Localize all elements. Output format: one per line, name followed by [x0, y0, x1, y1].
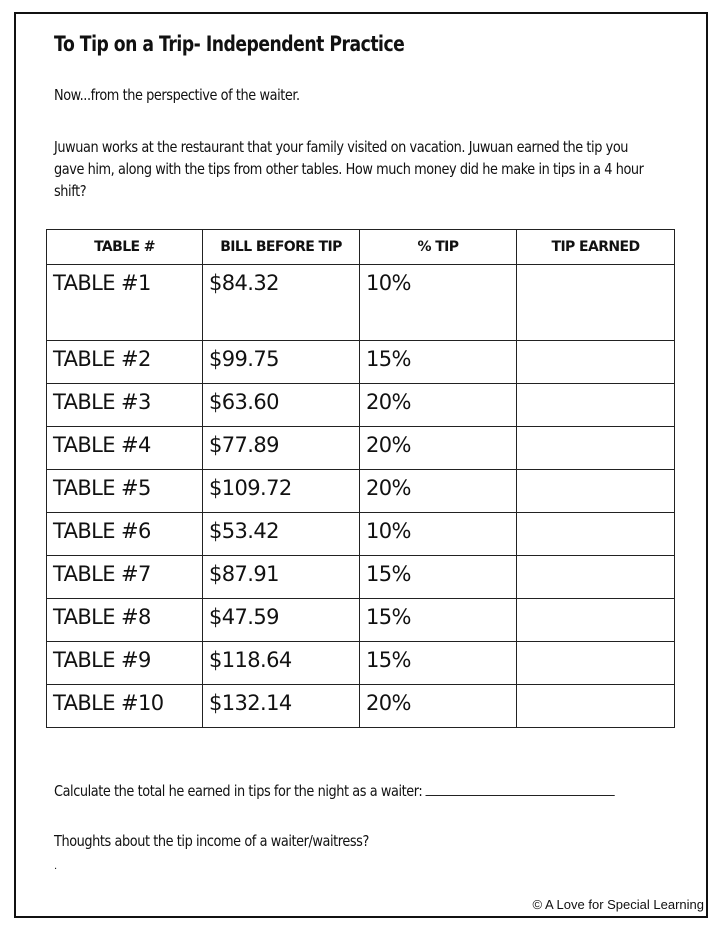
- table-row: [47, 384, 675, 427]
- cell-tip-percent: 20%: [360, 384, 517, 427]
- header-table: TABLE #: [47, 230, 203, 265]
- cell-table-name: TABLE #5: [47, 470, 203, 513]
- table-row: [47, 427, 675, 470]
- cell-table-name: TABLE #6: [47, 513, 203, 556]
- table-row: [47, 599, 675, 642]
- cell-tip-earned[interactable]: [517, 427, 675, 470]
- cell-tip-percent: 20%: [360, 427, 517, 470]
- table-header-row: [47, 230, 675, 265]
- cell-table-name: TABLE #1: [47, 265, 203, 341]
- cell-bill: $109.72: [203, 470, 360, 513]
- cell-table-name: TABLE #10: [47, 685, 203, 728]
- cell-bill: $47.59: [203, 599, 360, 642]
- cell-table-name: TABLE #7: [47, 556, 203, 599]
- total-question-text: Calculate the total he earned in tips for the night as a waiter:: [54, 782, 423, 800]
- word-problem-text: Juwuan works at the restaurant that your family visited on vacation. Juwuan earned the tip you gave him, along with the tips from other tables. How much money did he make in tips in a 4 hour shift?: [54, 138, 644, 200]
- cell-bill: $84.32: [203, 265, 360, 341]
- thoughts-question: Thoughts about the tip income of a waiter/waitress?: [54, 832, 369, 850]
- header-earned: TIP EARNED: [517, 230, 675, 265]
- cell-tip-percent: 15%: [360, 599, 517, 642]
- cell-tip-percent: 20%: [360, 685, 517, 728]
- cell-tip-percent: 10%: [360, 513, 517, 556]
- stray-mark: ·: [54, 864, 58, 875]
- total-answer-blank[interactable]: [426, 783, 615, 796]
- cell-tip-percent: 15%: [360, 341, 517, 384]
- total-question: [54, 782, 615, 800]
- cell-table-name: TABLE #9: [47, 642, 203, 685]
- cell-table-name: TABLE #8: [47, 599, 203, 642]
- table-row: [47, 470, 675, 513]
- copyright-notice: © A Love for Special Learning: [532, 897, 704, 912]
- cell-tip-earned[interactable]: [517, 341, 675, 384]
- cell-table-name: TABLE #4: [47, 427, 203, 470]
- cell-tip-earned[interactable]: [517, 599, 675, 642]
- cell-bill: $118.64: [203, 642, 360, 685]
- cell-tip-earned[interactable]: [517, 384, 675, 427]
- table-row: [47, 642, 675, 685]
- table-row: [47, 265, 675, 341]
- cell-tip-earned[interactable]: [517, 470, 675, 513]
- table-row: [47, 513, 675, 556]
- table-row: [47, 556, 675, 599]
- cell-tip-earned[interactable]: [517, 265, 675, 341]
- cell-bill: $77.89: [203, 427, 360, 470]
- worksheet-title: To Tip on a Trip- Independent Practice: [54, 32, 405, 56]
- table-row: [47, 685, 675, 728]
- cell-tip-earned[interactable]: [517, 642, 675, 685]
- cell-tip-percent: 20%: [360, 470, 517, 513]
- tips-table: [46, 229, 675, 728]
- cell-table-name: TABLE #3: [47, 384, 203, 427]
- cell-bill: $63.60: [203, 384, 360, 427]
- cell-tip-percent: 15%: [360, 556, 517, 599]
- cell-bill: $99.75: [203, 341, 360, 384]
- cell-tip-earned[interactable]: [517, 685, 675, 728]
- cell-bill: $87.91: [203, 556, 360, 599]
- cell-tip-earned[interactable]: [517, 513, 675, 556]
- cell-tip-percent: 10%: [360, 265, 517, 341]
- intro-text: Now...from the perspective of the waiter.: [54, 86, 300, 104]
- cell-tip-percent: 15%: [360, 642, 517, 685]
- table-row: [47, 341, 675, 384]
- cell-bill: $53.42: [203, 513, 360, 556]
- cell-table-name: TABLE #2: [47, 341, 203, 384]
- cell-tip-earned[interactable]: [517, 556, 675, 599]
- cell-bill: $132.14: [203, 685, 360, 728]
- header-pct: % TIP: [360, 230, 517, 265]
- header-bill: BILL BEFORE TIP: [203, 230, 360, 265]
